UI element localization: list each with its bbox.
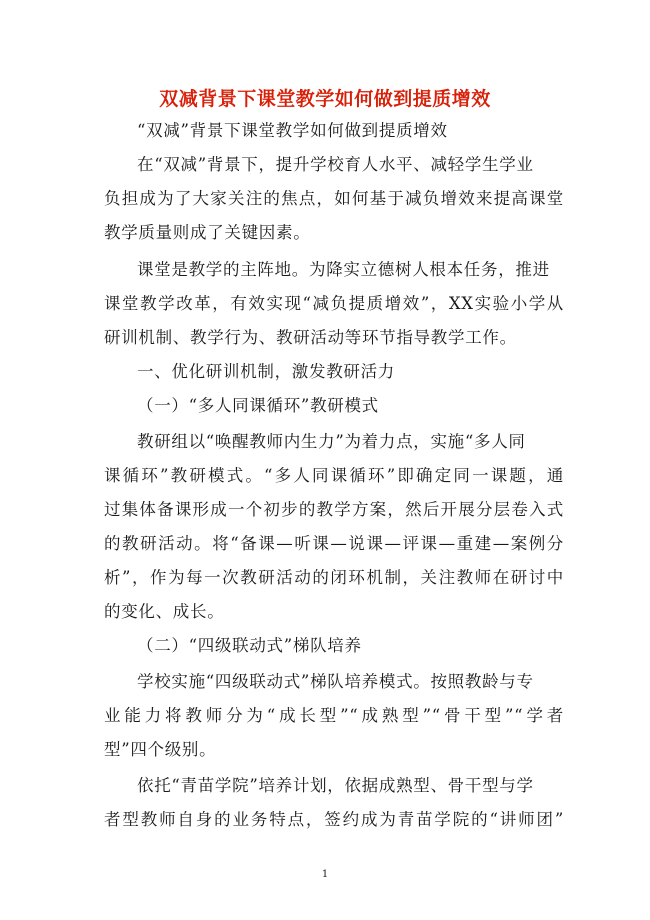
paragraph-line: 的教研活动。将“备课—听课—说课—评课—重建—案例分	[104, 534, 564, 553]
paragraph-line: 课堂教学改革，有效实现“减负提质增效”，XX实验小学从	[104, 294, 564, 313]
page-number: 1	[321, 869, 329, 880]
paragraph-line: 业能力将教师分为“成长型”“成熟型”“骨干型”“学者	[104, 706, 564, 725]
paragraph-line: 型”四个级别。	[104, 740, 217, 759]
paragraph-line: 课堂是教学的主阵地。为降实立德树人根本任务，推进	[137, 260, 550, 279]
paragraph-line: 者型教师自身的业务特点，签约成为青苗学院的“讲师团”	[104, 810, 564, 829]
paragraph-line: 学校实施“四级联动式”梯队培养模式。按照教龄与专	[137, 672, 534, 691]
paragraph-line: 教学质量则成了关键因素。	[104, 223, 311, 242]
paragraph-line: 教研组以“唤醒教师内生力”为着力点，实施“多人同	[137, 432, 526, 451]
paragraph-line: 在“双减”背景下，提升学校育人水平、减轻学生学业	[137, 155, 534, 174]
paragraph-line: 负担成为了大家关注的焦点，如何基于减负增效来提高课堂	[104, 189, 564, 208]
paragraph-line: 研训机制、教学行为、教研活动等环节指导教学工作。	[104, 328, 517, 347]
document-title: 双减背景下课堂教学如何做到提质增效	[159, 88, 491, 110]
paragraph-line: 课循环”教研模式。“多人同课循环”即确定同一课题，通	[104, 466, 564, 485]
paragraph-line: 依托“青苗学院”培养计划，依据成熟型、骨干型与学	[137, 776, 534, 795]
paragraph-line: 析”，作为每一次教研活动的闭环机制，关注教师在研讨中	[104, 568, 564, 587]
subtitle-line: “双减”背景下课堂教学如何做到提质增效	[137, 121, 448, 140]
subsection-heading: （一）“多人同课循环”教研模式	[137, 396, 379, 415]
paragraph-line: 的变化、成长。	[104, 602, 225, 621]
subsection-heading: （二）“四级联动式”梯队培养	[137, 636, 362, 655]
paragraph-line: 过集体备课形成一个初步的教学方案，然后开展分层卷入式	[104, 500, 564, 519]
section-heading: 一、优化研训机制，激发教研活力	[137, 362, 395, 381]
